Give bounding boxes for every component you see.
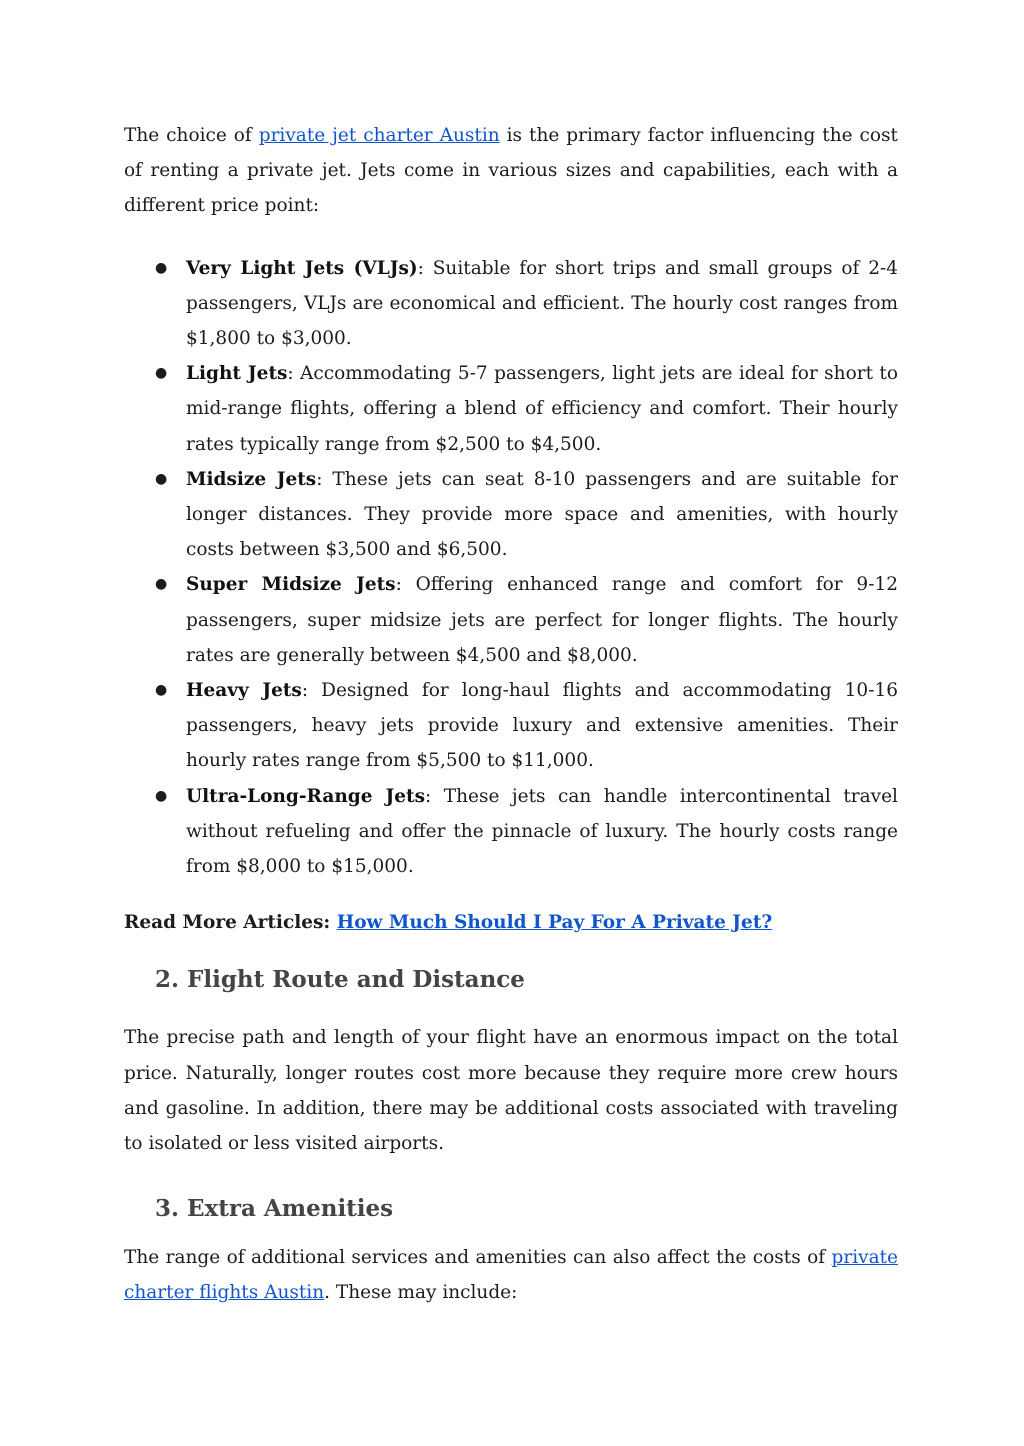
intro-text-start: The choice of bbox=[124, 125, 259, 146]
jet-type-title: Light Jets bbox=[186, 363, 288, 385]
section-number: 3. bbox=[155, 1195, 180, 1223]
private-charter-flights-austin-link[interactable]: private charter flights Austin bbox=[124, 1247, 898, 1304]
jet-type-title: Super Midsize Jets bbox=[186, 574, 396, 596]
section-number: 2. bbox=[155, 966, 180, 994]
jet-type-title: Midsize Jets bbox=[186, 468, 317, 490]
list-item bbox=[155, 673, 898, 779]
jet-type-description: : These jets can seat 8-10 passengers and are suitable for longer distances. They provide more space and amenities, with hourly costs between $3,500 and $6,500. bbox=[186, 468, 898, 561]
section-heading-amenities bbox=[124, 1189, 898, 1229]
section-title: Flight Route and Distance bbox=[187, 966, 525, 994]
amenities-text-end: . These may include: bbox=[324, 1282, 518, 1304]
list-item bbox=[155, 356, 898, 462]
bullet-icon: ● bbox=[155, 259, 168, 276]
list-item bbox=[155, 779, 898, 885]
jet-type-description: : These jets can handle intercontinental travel without refueling and offer the pinnacle of luxury. The hourly costs range from $8,000 to $15,000. bbox=[186, 785, 898, 878]
read-more-line bbox=[124, 905, 898, 940]
list-item bbox=[155, 567, 898, 673]
amenities-text-start: The range of additional services and amenities can also affect the costs of bbox=[124, 1247, 832, 1269]
section-heading-route bbox=[124, 960, 898, 1000]
jet-type-description: : Accommodating 5-7 passengers, light jets are ideal for short to mid-range flights, offering a blend of efficiency and comfort. Their hourly rates typically range from $2,500 to $4,500. bbox=[186, 363, 898, 455]
jet-type-title: Ultra-Long-Range Jets bbox=[186, 785, 426, 807]
jet-type-description: : Offering enhanced range and comfort for 9-12 passengers, super midsize jets are perfect for longer flights. The hourly rates are generally between $4,500 and $8,000. bbox=[186, 574, 898, 666]
bullet-icon: ● bbox=[155, 682, 168, 699]
amenities-paragraph bbox=[124, 1240, 898, 1310]
section-title: Extra Amenities bbox=[187, 1195, 394, 1223]
route-paragraph: The precise path and length of your flight have an enormous impact on the total price. Naturally, longer routes cost more because they require more crew hours and gasoline. In addition, there may be additional costs associated with traveling to isolated or less visited airports. bbox=[124, 1027, 898, 1155]
read-more-label: Read More Articles: bbox=[124, 912, 337, 934]
jet-type-title: Very Light Jets (VLJs) bbox=[186, 257, 418, 279]
bullet-icon: ● bbox=[155, 576, 168, 593]
bullet-icon: ● bbox=[155, 365, 168, 382]
jet-type-description: : Designed for long-haul flights and accommodating 10-16 passengers, heavy jets provide luxury and extensive amenities. Their hourly rates range from $5,500 to $11,000. bbox=[186, 680, 898, 772]
private-jet-charter-austin-link[interactable]: private jet charter Austin bbox=[258, 125, 500, 146]
jet-type-title: Heavy Jets bbox=[186, 680, 302, 702]
bullet-icon: ● bbox=[155, 787, 168, 804]
list-item bbox=[155, 462, 898, 568]
jet-types-list bbox=[124, 251, 898, 885]
document-page bbox=[124, 118, 898, 1311]
jet-type-description: : Suitable for short trips and small groups of 2-4 passengers, VLJs are economical and efficient. The hourly cost ranges from $1,800 to $3,000. bbox=[186, 257, 899, 350]
intro-text-end: is the primary factor influencing the cost of renting a private jet. Jets come in various sizes and capabilities, each with a different price point: bbox=[124, 125, 898, 217]
bullet-icon: ● bbox=[155, 470, 168, 487]
intro-paragraph bbox=[124, 118, 898, 224]
read-more-article-link[interactable]: How Much Should I Pay For A Private Jet? bbox=[336, 912, 773, 934]
list-item bbox=[155, 251, 899, 357]
